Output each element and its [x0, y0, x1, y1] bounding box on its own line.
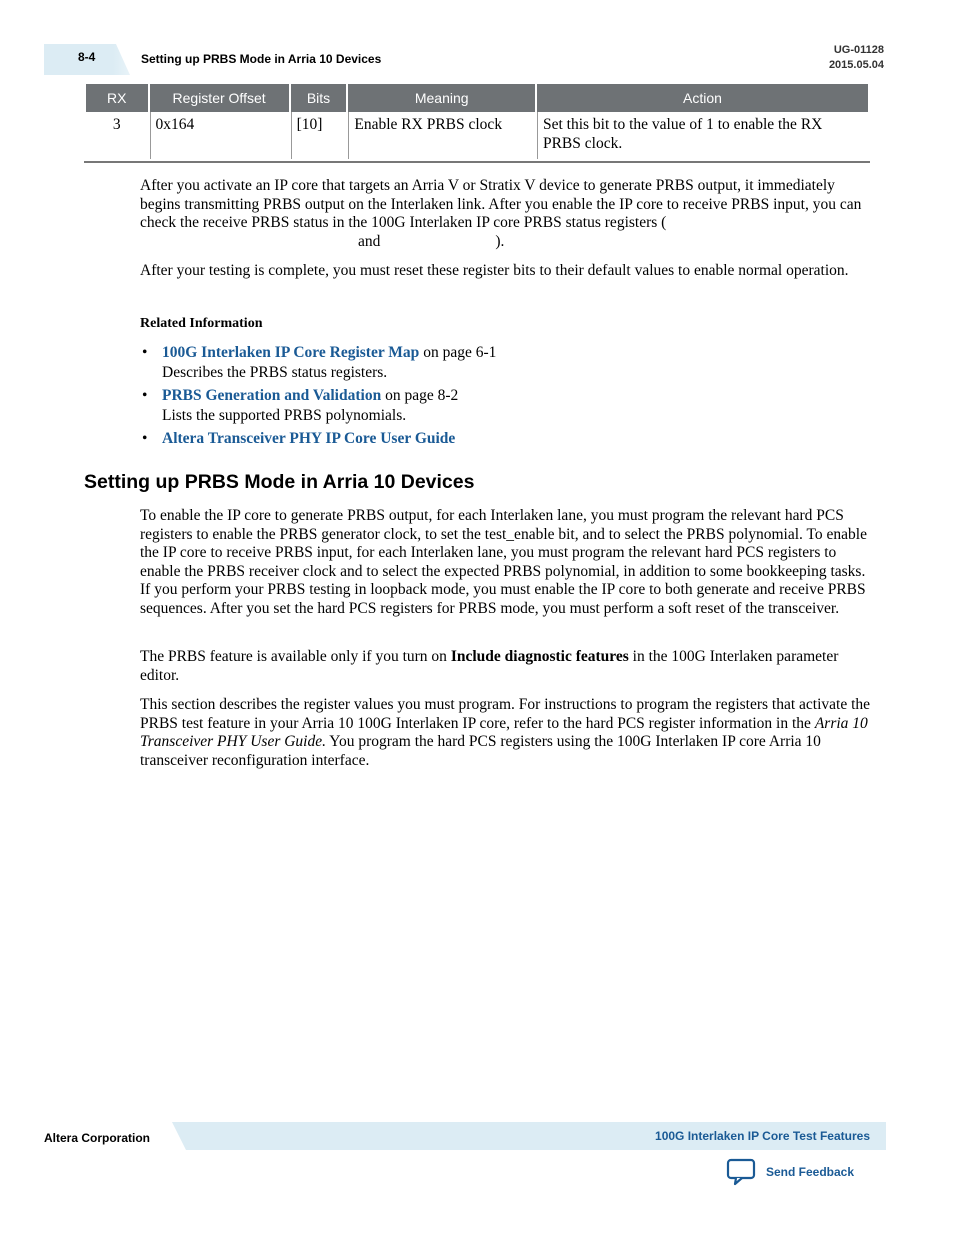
column-header: Bits — [291, 84, 347, 112]
link-transceiver-guide[interactable]: Altera Transceiver PHY IP Core User Guide — [162, 430, 456, 447]
paragraph-reset: After your testing is complete, you must reset these register bits to their default values to enable normal operation. — [140, 262, 849, 279]
doc-identifier — [829, 43, 884, 73]
cell-bits: [10] — [291, 112, 347, 159]
send-feedback-button[interactable] — [726, 1158, 854, 1186]
related-info-heading: Related Information — [140, 316, 263, 331]
paragraph-text: After you activate an IP core that targets an Arria V or Stratix V device to generate PRBS output, it immediately begins transmitting PRBS output on the Interlaken link. After you enable the IP core to receive PRBS input, you can check the receive PRBS status in the 100G Interlaken IP core PRBS status registers ( — [140, 177, 862, 232]
table-header-row — [86, 84, 868, 112]
paragraph-end: ). — [495, 232, 505, 250]
paragraph-register-values — [140, 696, 872, 770]
list-item — [140, 343, 860, 383]
cell-meaning: Enable RX PRBS clock — [348, 112, 535, 159]
header-section-title: Setting up PRBS Mode in Arria 10 Devices — [141, 52, 382, 66]
paragraph-and: and — [358, 232, 381, 250]
ui-option-name: Include diagnostic features — [450, 648, 629, 665]
paragraph-feature-availability — [140, 648, 872, 685]
text: You program the hard PCS registers using the 100G Interlaken IP core Arria 10 transceiver reconfiguration interface. — [140, 733, 821, 769]
link-register-map[interactable]: 100G Interlaken IP Core Register Map — [162, 344, 420, 361]
section-heading: Setting up PRBS Mode in Arria 10 Devices — [84, 471, 475, 493]
list-item — [140, 429, 860, 449]
cell-offset: 0x164 — [150, 112, 289, 159]
related-info-list — [140, 343, 860, 449]
send-feedback-label: Send Feedback — [766, 1165, 855, 1179]
text: in the 100G Interlaken parameter editor. — [140, 648, 839, 684]
page-ref: on page 8-2 — [381, 387, 459, 404]
text: This section describes the register values you must program. For instructions to program the registers that activate the PRBS test feature in your Arria 10 100G Interlaken IP core, refer to the hard PCS register information in the — [140, 696, 871, 732]
link-prbs-generation[interactable]: PRBS Generation and Validation — [162, 387, 382, 404]
link-description: Describes the PRBS status registers. — [162, 364, 388, 381]
table-bottom-rule — [84, 161, 870, 163]
column-header: RX — [86, 84, 148, 112]
table-row — [86, 112, 868, 159]
footer-company: Altera Corporation — [44, 1131, 151, 1145]
column-header: Meaning — [348, 84, 535, 112]
paragraph-enable-prbs: To enable the IP core to generate PRBS output, for each Interlaken lane, you must program the relevant hard PCS registers to enable the PRBS generator clock, to set the test_enable bit, and to select the PRBS polynomial. To enable the IP core to receive PRBS input, for each Interlaken lane, you must program the relevant hard PCS registers to enable the PRBS receiver clock and to select the expected PRBS polynomial, in addition to some bookkeeping tasks. If you perform your PRBS testing in loopback mode, you must enable the IP core to both generate and receive PRBS sequences. After you set the hard PCS registers for PRBS mode, you must perform a soft reset of the transceiver. — [140, 507, 867, 617]
register-table — [84, 84, 870, 159]
cell-action: Set this bit to the value of 1 to enable the RX PRBS clock. — [537, 112, 868, 159]
column-header: Register Offset — [150, 84, 289, 112]
column-header: Action — [537, 84, 868, 112]
page-ref: on page 6-1 — [419, 344, 497, 361]
paragraph-prbs-status — [140, 177, 872, 251]
page-number: 8-4 — [78, 50, 96, 64]
link-description: Lists the supported PRBS polynomials. — [162, 407, 407, 424]
doc-date: 2015.05.04 — [828, 59, 884, 71]
doc-id: UG-01128 — [833, 44, 884, 56]
text: The PRBS feature is available only if you turn on — [140, 648, 451, 665]
list-item — [140, 386, 860, 426]
document-title: Arria 10 Transceiver PHY User Guide. — [140, 714, 868, 751]
speech-bubble-icon — [726, 1158, 756, 1186]
cell-rx: 3 — [112, 116, 121, 133]
footer-chapter-title: 100G Interlaken IP Core Test Features — [655, 1129, 870, 1143]
